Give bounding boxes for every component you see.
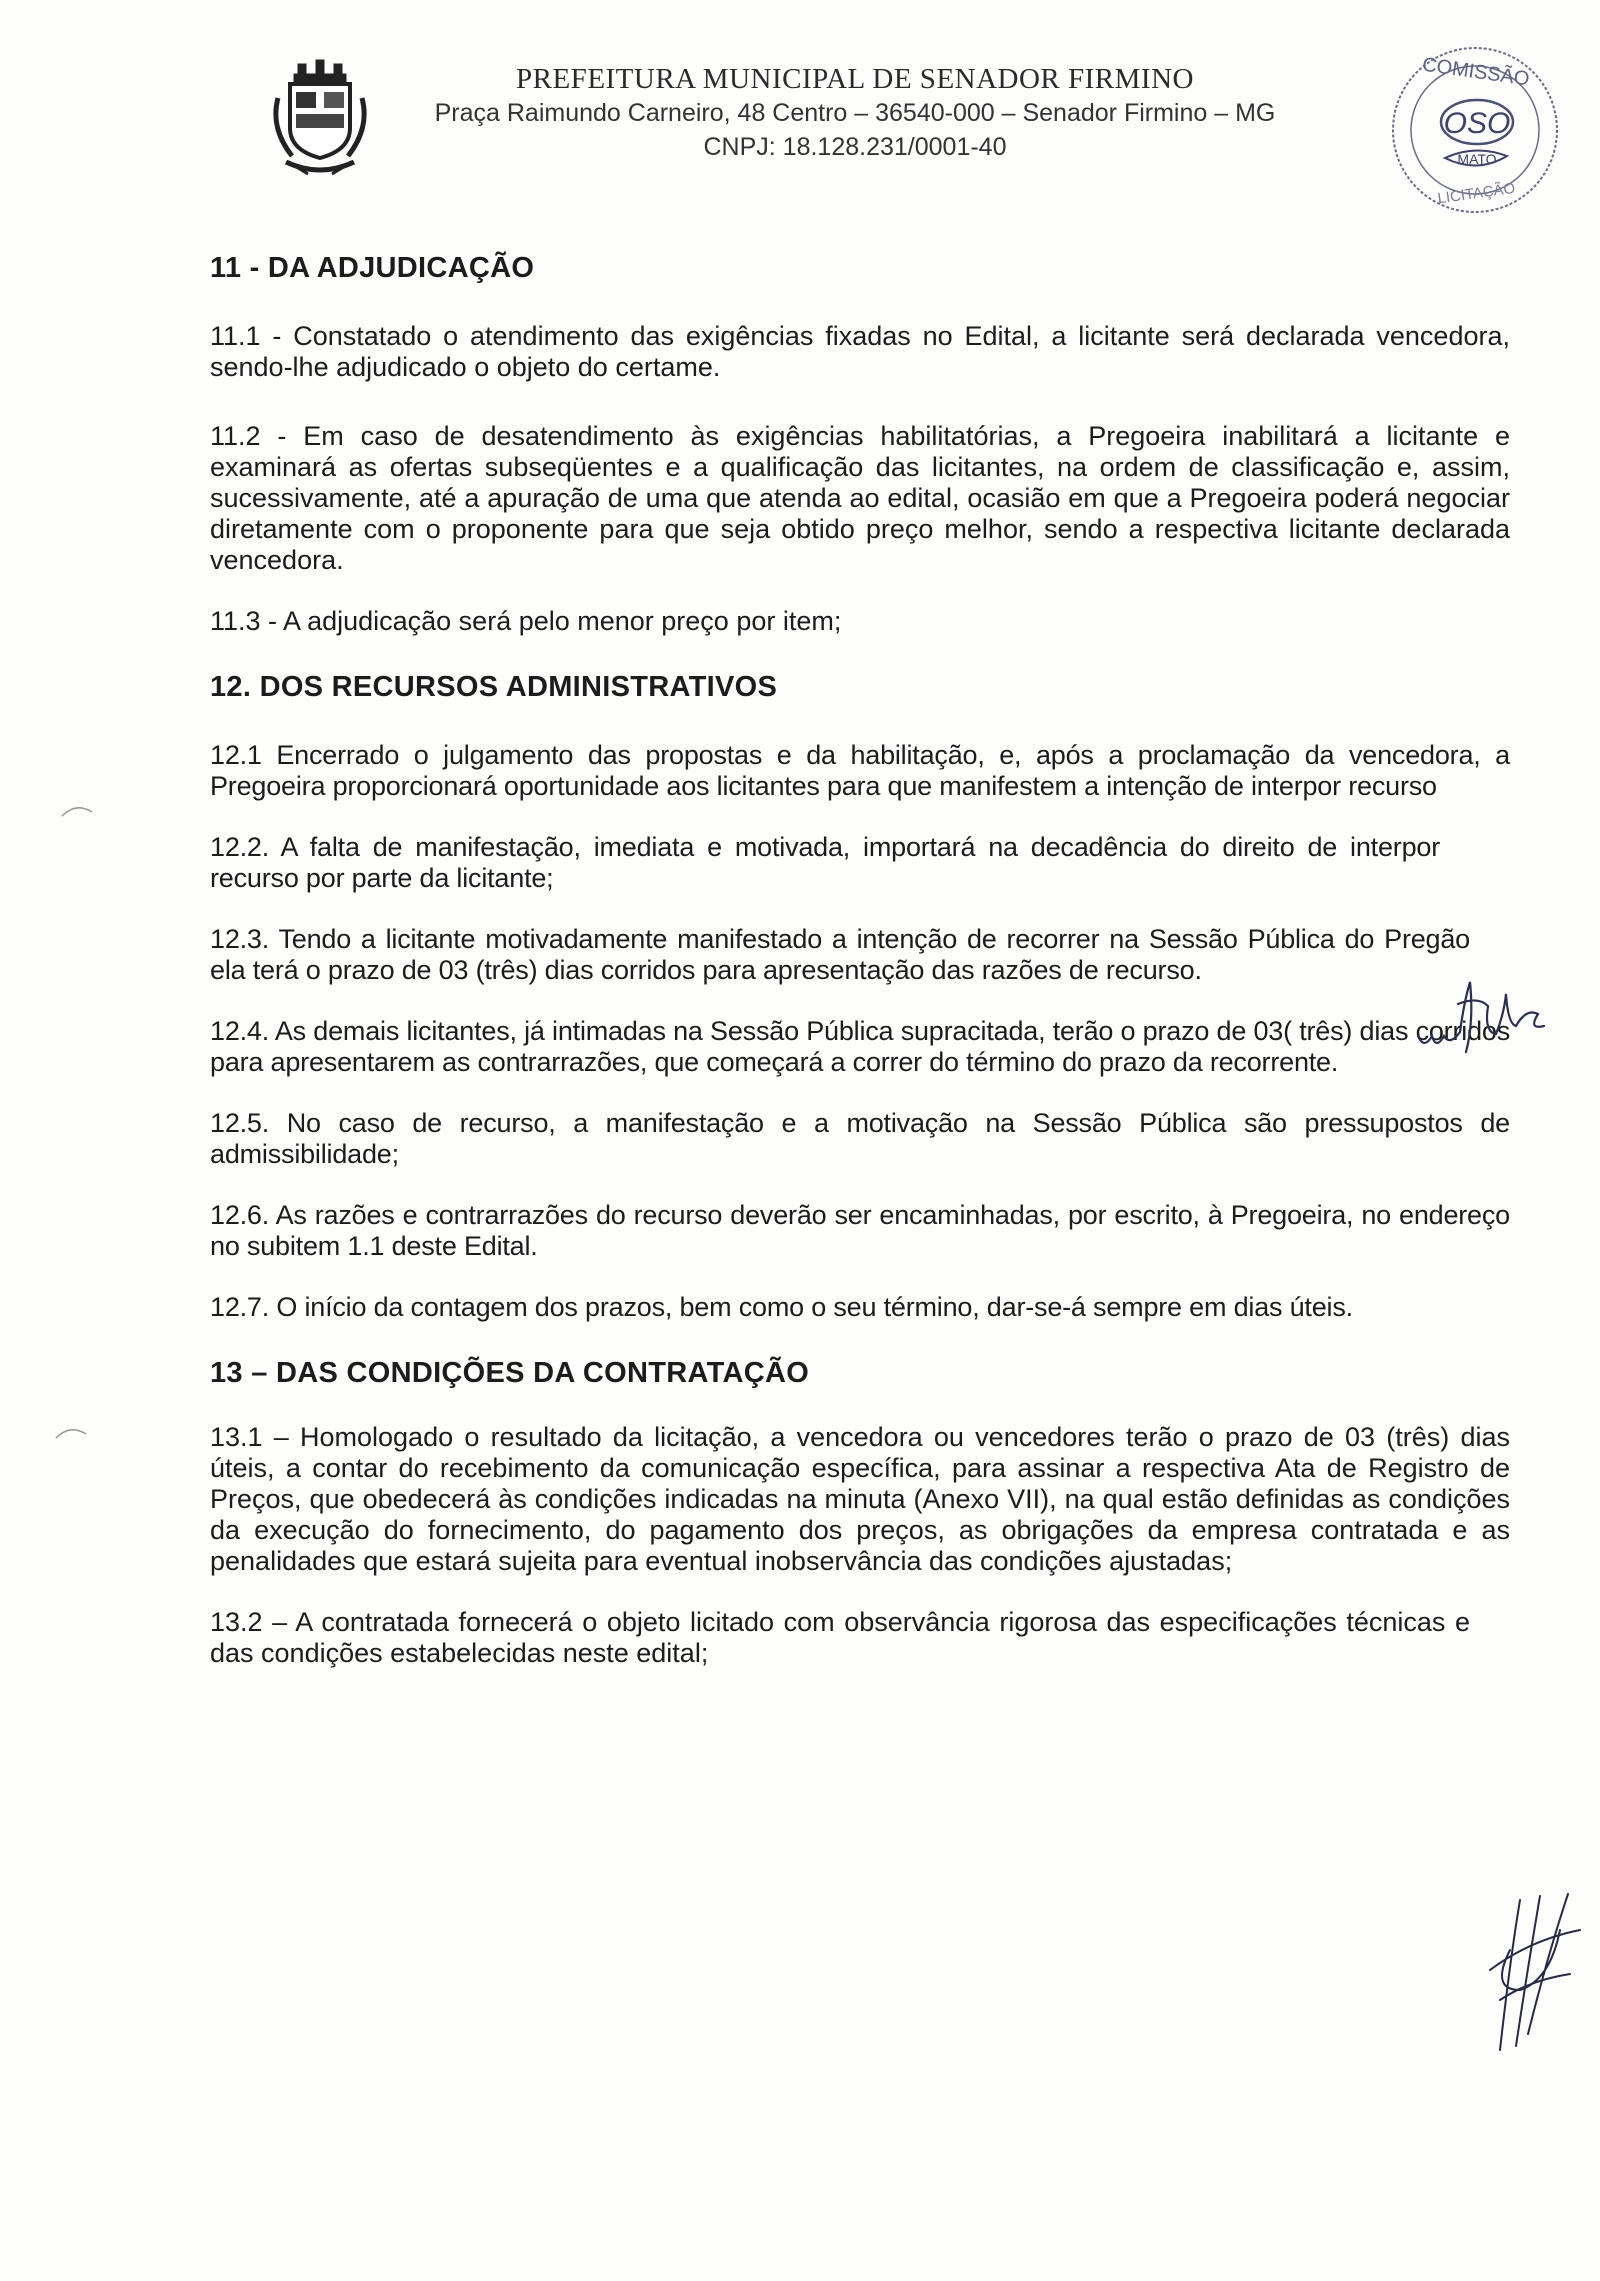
paragraph-12-2: 12.2. A falta de manifestação, imediata e motivada, importará na decadência do direito de interpor recurso por parte da licitante; bbox=[210, 832, 1440, 893]
header-title: PREFEITURA MUNICIPAL DE SENADOR FIRMINO bbox=[516, 63, 1194, 95]
handwritten-initials-icon bbox=[1410, 958, 1570, 1068]
paragraph-12-7: 12.7. O início da contagem dos prazos, bem como o seu término, dar-se-á sempre em dias úteis. bbox=[210, 1292, 1353, 1322]
letterhead bbox=[420, 62, 1290, 164]
section-heading-13: 13 – DAS CONDIÇÕES DA CONTRATAÇÃO bbox=[210, 1357, 810, 1389]
header-cnpj: CNPJ: 18.128.231/0001-40 bbox=[703, 133, 1007, 161]
header-address: Praça Raimundo Carneiro, 48 Centro – 36540-000 – Senador Firmino – MG bbox=[434, 99, 1276, 127]
municipal-crest-icon bbox=[268, 58, 372, 176]
margin-mark bbox=[52, 1422, 92, 1442]
handwritten-signature-icon bbox=[1480, 1890, 1590, 2060]
paragraph-12-5: 12.5. No caso de recurso, a manifestação e a motivação na Sessão Pública são pressupostos de admissibilidade; bbox=[210, 1108, 1510, 1169]
section-heading-11: 11 - DA ADJUDICAÇÃO bbox=[210, 252, 535, 284]
svg-text:COMISSÃO: COMISSÃO bbox=[1420, 53, 1531, 91]
paragraph-12-3: 12.3. Tendo a licitante motivadamente manifestado a intenção de recorrer na Sessão Pública do Pregão ela terá o prazo de 03 (três) dias corridos para apresentação das razões de recurso. bbox=[210, 924, 1470, 985]
paragraph-13-2: 13.2 – A contratada fornecerá o objeto licitado com observância rigorosa das especificações técnicas e das condições estabelecidas neste edital; bbox=[210, 1607, 1470, 1668]
document-body bbox=[210, 252, 1510, 1699]
paragraph-12-1: 12.1 Encerrado o julgamento das propostas e da habilitação, e, após a proclamação da vencedora, a Pregoeira proporcionará oportunidade aos licitantes para que manifestem a intenção de interpor recurso bbox=[210, 740, 1510, 801]
svg-text:LICITAÇÃO: LICITAÇÃO bbox=[1436, 179, 1517, 208]
paragraph-12-4: 12.4. As demais licitantes, já intimadas na Sessão Pública supracitada, terão o prazo de 03( três) dias corridos para apresentarem as contrarrazões, que começará a correr do término do prazo da recorrente. bbox=[210, 1016, 1510, 1077]
margin-mark bbox=[58, 800, 98, 820]
svg-text:MATO: MATO bbox=[1457, 151, 1497, 167]
section-heading-12: 12. DOS RECURSOS ADMINISTRATIVOS bbox=[210, 671, 778, 703]
paragraph-11-1: 11.1 - Constatado o atendimento das exigências fixadas no Edital, a licitante será declarada vencedora, sendo-lhe adjudicado o objeto do certame. bbox=[210, 321, 1510, 382]
paragraph-12-6: 12.6. As razões e contrarrazões do recurso deverão ser encaminhadas, por escrito, à Pregoeira, no endereço no subitem 1.1 deste Edital. bbox=[210, 1200, 1510, 1261]
svg-text:OSO: OSO bbox=[1443, 107, 1511, 140]
paragraph-11-3: 11.3 - A adjudicação será pelo menor preço por item; bbox=[210, 606, 842, 636]
commission-stamp-icon bbox=[1385, 40, 1565, 220]
paragraph-13-1: 13.1 – Homologado o resultado da licitação, a vencedora ou vencedores terão o prazo de 03 (três) dias úteis, a contar do recebimento da comunicação específica, para assinar a respectiva Ata de Registro de Preços, que obedecerá às condições indicadas na minuta (Anexo VII), na qual estão definidas as condições da execução do fornecimento, do pagamento dos preços, as obrigações da empresa contratada e as penalidades que estará sujeita para eventual inobservância das condições ajustadas; bbox=[210, 1422, 1510, 1576]
paragraph-11-2: 11.2 - Em caso de desatendimento às exigências habilitatórias, a Pregoeira inabilitará a licitante e examinará as ofertas subseqüentes e a qualificação das licitantes, na ordem de classificação e, assim, sucessivamente, até a apuração de uma que atenda ao edital, ocasião em que a Pregoeira poderá negociar diretamente com o proponente para que seja obtido preço melhor, sendo a respectiva licitante declarada vencedora. bbox=[210, 421, 1510, 575]
